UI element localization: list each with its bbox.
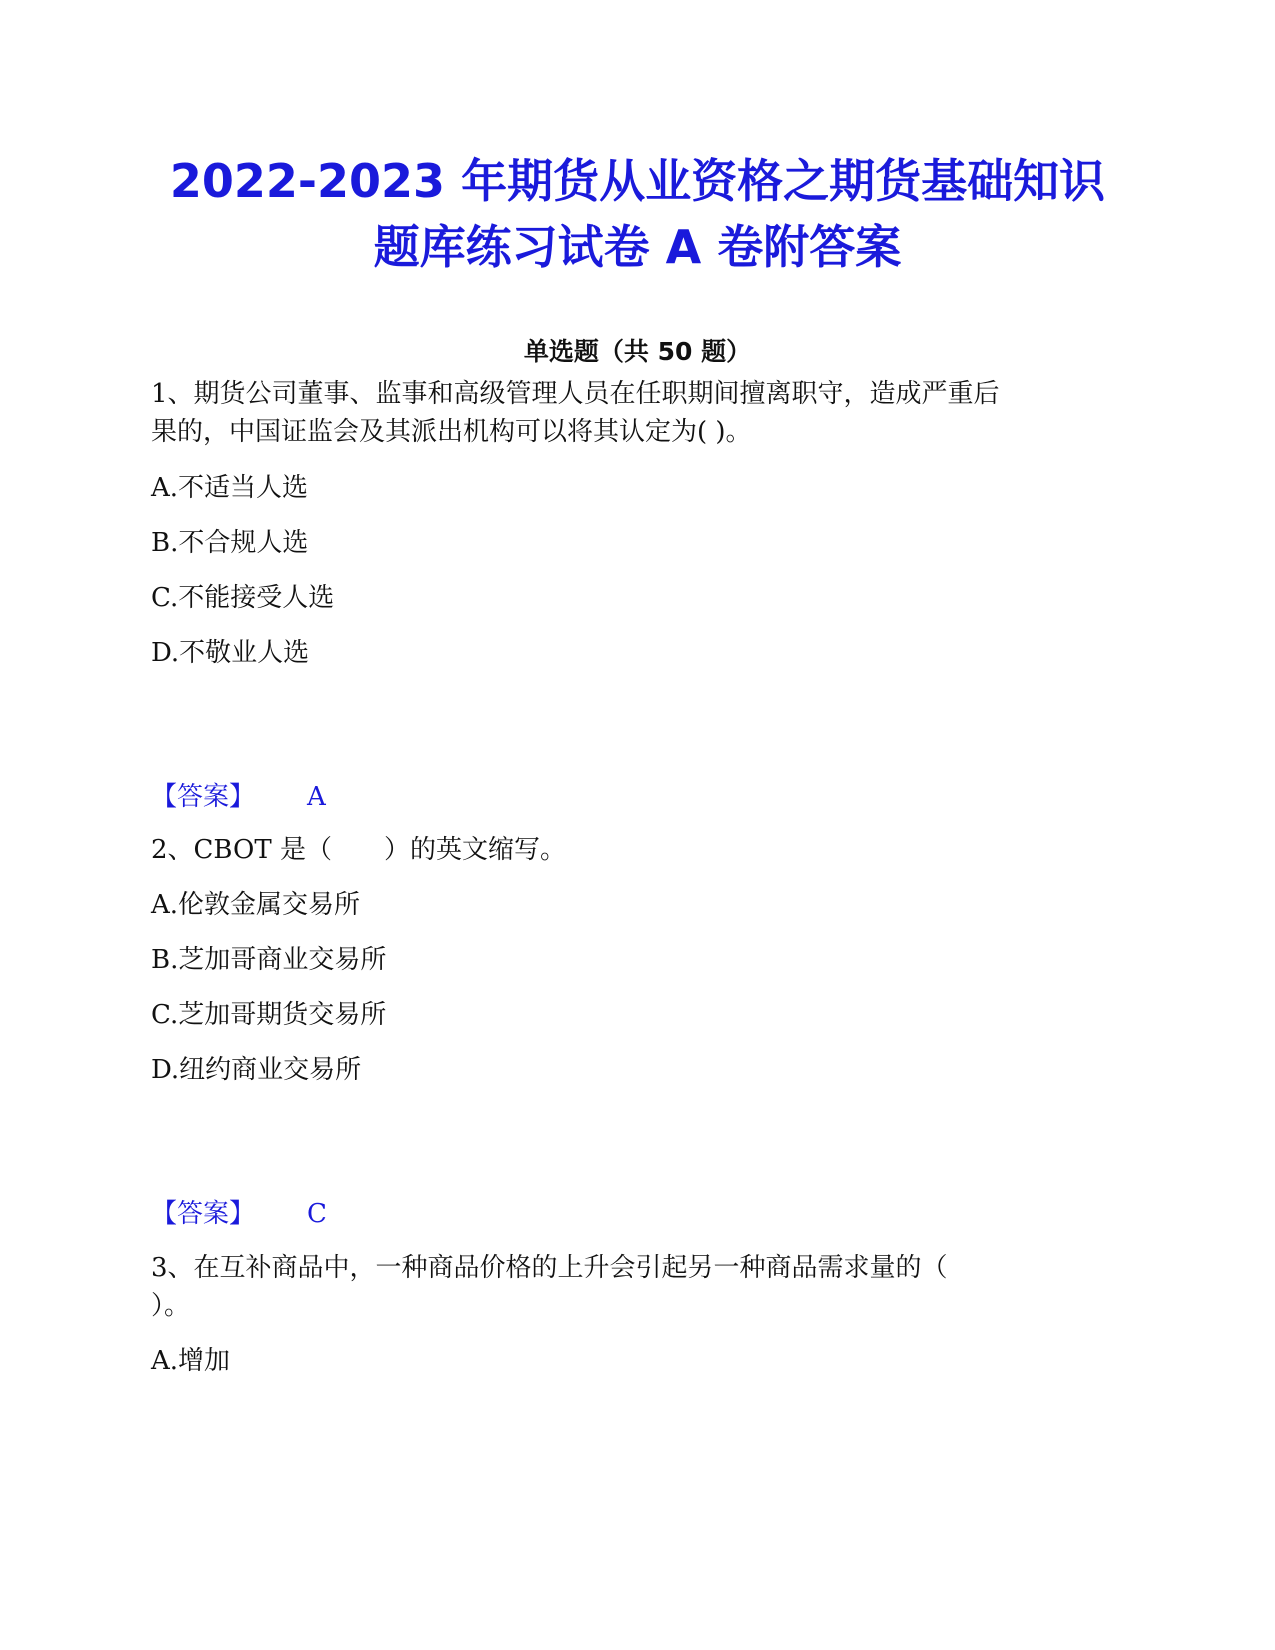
question-stem-line: 3、在互补商品中，一种商品价格的上升会引起另一种商品需求量的（ bbox=[151, 1253, 948, 1283]
document-title bbox=[120, 148, 1155, 280]
answer-line bbox=[151, 1196, 327, 1232]
title-line-1: 2022-2023 年期货从业资格之期货基础知识 bbox=[169, 154, 1106, 208]
option-a: A.不适当人选 bbox=[151, 473, 309, 503]
question-stem-line: 2、CBOT 是（ ）的英文缩写。 bbox=[151, 835, 566, 865]
question-stem-line: ）。 bbox=[151, 1291, 191, 1321]
option-d: D.纽约商业交易所 bbox=[151, 1055, 362, 1085]
option-b: B.芝加哥商业交易所 bbox=[151, 945, 387, 975]
option-a: A.伦敦金属交易所 bbox=[151, 890, 361, 920]
question-stem-line: 1、期货公司董事、监事和高级管理人员在任职期间擅离职守，造成严重后 bbox=[151, 379, 1000, 409]
option-c: C.不能接受人选 bbox=[151, 583, 335, 613]
answer-value: C bbox=[307, 1199, 327, 1229]
answer-label: 【答案】 bbox=[151, 1199, 256, 1229]
answer-line bbox=[151, 779, 326, 815]
option-d: D.不敬业人选 bbox=[151, 638, 310, 668]
title-line-2: 题库练习试卷 A 卷附答案 bbox=[373, 220, 902, 274]
option-c: C.芝加哥期货交易所 bbox=[151, 1000, 387, 1030]
answer-value: A bbox=[307, 782, 326, 812]
answer-label: 【答案】 bbox=[151, 782, 256, 812]
option-b: B.不合规人选 bbox=[151, 528, 309, 558]
section-heading: 单选题（共 50 题） bbox=[523, 337, 752, 366]
question-stem-line: 果的，中国证监会及其派出机构可以将其认定为( )。 bbox=[151, 417, 752, 447]
option-a: A.增加 bbox=[151, 1346, 231, 1376]
